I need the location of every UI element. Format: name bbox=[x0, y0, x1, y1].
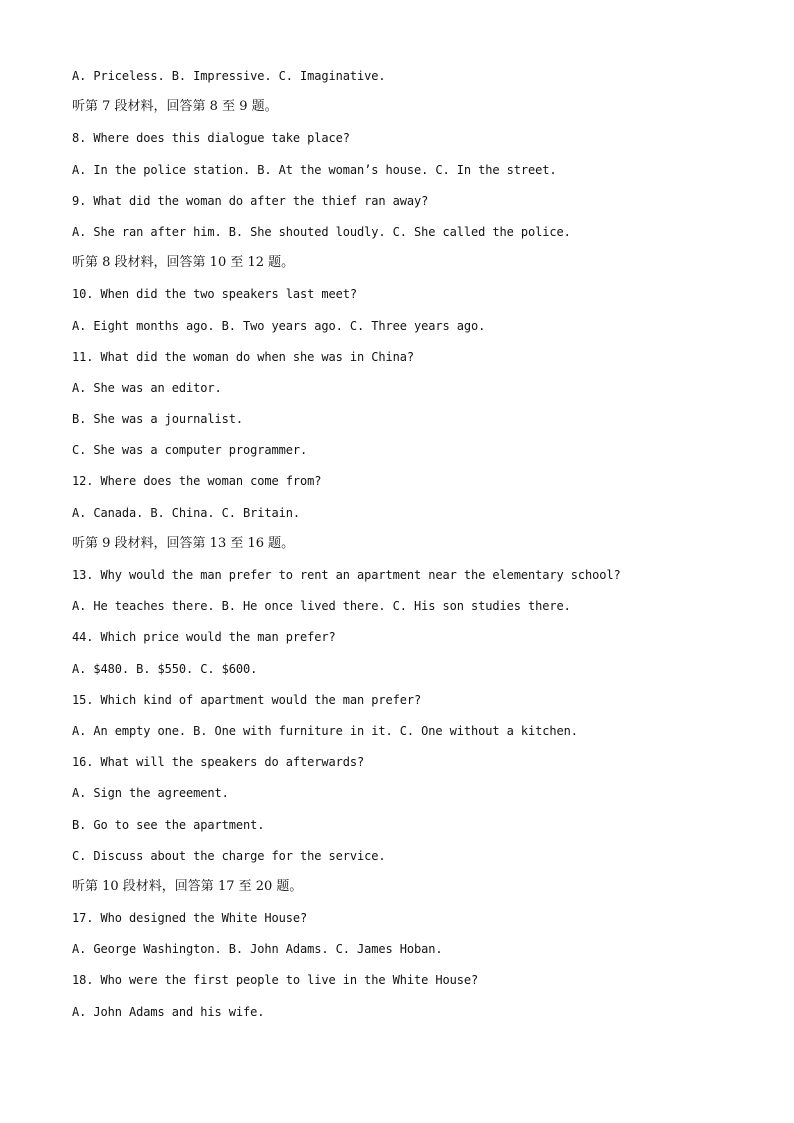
document-page bbox=[72, 66, 752, 1033]
question-line: 12. Where does the woman come from? bbox=[72, 474, 322, 489]
option-line: C. She was a computer programmer. bbox=[72, 443, 308, 458]
option-line: A. She ran after him. B. She shouted loudly. C. She called the police. bbox=[72, 224, 571, 239]
question-line: 16. What will the speakers do afterwards? bbox=[72, 755, 365, 770]
option-line: C. Discuss about the charge for the service. bbox=[72, 848, 386, 863]
option-line: A. An empty one. B. One with furniture in it. C. One without a kitchen. bbox=[72, 723, 578, 738]
question-line: 13. Why would the man prefer to rent an apartment near the elementary school? bbox=[72, 568, 621, 582]
question-line: 10. When did the two speakers last meet? bbox=[72, 287, 357, 302]
section-heading: 听第 9 段材料，回答第 13 至 16 题。 bbox=[72, 535, 295, 551]
option-line: A. He teaches there. B. He once lived there. C. His son studies there. bbox=[72, 599, 571, 614]
option-line: B. Go to see the apartment. bbox=[72, 817, 265, 832]
question-line: 8. Where does this dialogue take place? bbox=[72, 131, 350, 146]
section-heading: 听第 7 段材料，回答第 8 至 9 题。 bbox=[72, 99, 278, 115]
option-line: A. Priceless. B. Impressive. C. Imaginative. bbox=[72, 69, 386, 83]
option-line: A. Sign the agreement. bbox=[72, 786, 229, 801]
option-line: A. In the police station. B. At the woman’s house. C. In the street. bbox=[72, 162, 557, 177]
option-line: A. Canada. B. China. C. Britain. bbox=[72, 505, 300, 520]
option-line: A. John Adams and his wife. bbox=[72, 1004, 265, 1019]
question-line: 17. Who designed the White House? bbox=[72, 911, 308, 926]
question-line: 15. Which kind of apartment would the man prefer? bbox=[72, 692, 422, 707]
section-heading: 听第 8 段材料，回答第 10 至 12 题。 bbox=[72, 255, 295, 271]
option-line: A. $480. B. $550. C. $600. bbox=[72, 661, 258, 676]
option-line: A. George Washington. B. John Adams. C. James Hoban. bbox=[72, 942, 443, 957]
option-line: A. She was an editor. bbox=[72, 380, 222, 395]
option-line: B. She was a journalist. bbox=[72, 412, 243, 427]
question-line: 44. Which price would the man prefer? bbox=[72, 630, 336, 645]
question-line: 9. What did the woman do after the thief ran away? bbox=[72, 193, 429, 208]
question-line: 18. Who were the first people to live in the White House? bbox=[72, 973, 479, 988]
section-heading: 听第 10 段材料，回答第 17 至 20 题。 bbox=[72, 878, 303, 894]
question-line: 11. What did the woman do when she was in China? bbox=[72, 349, 414, 364]
option-line: A. Eight months ago. B. Two years ago. C. Three years ago. bbox=[72, 318, 486, 333]
